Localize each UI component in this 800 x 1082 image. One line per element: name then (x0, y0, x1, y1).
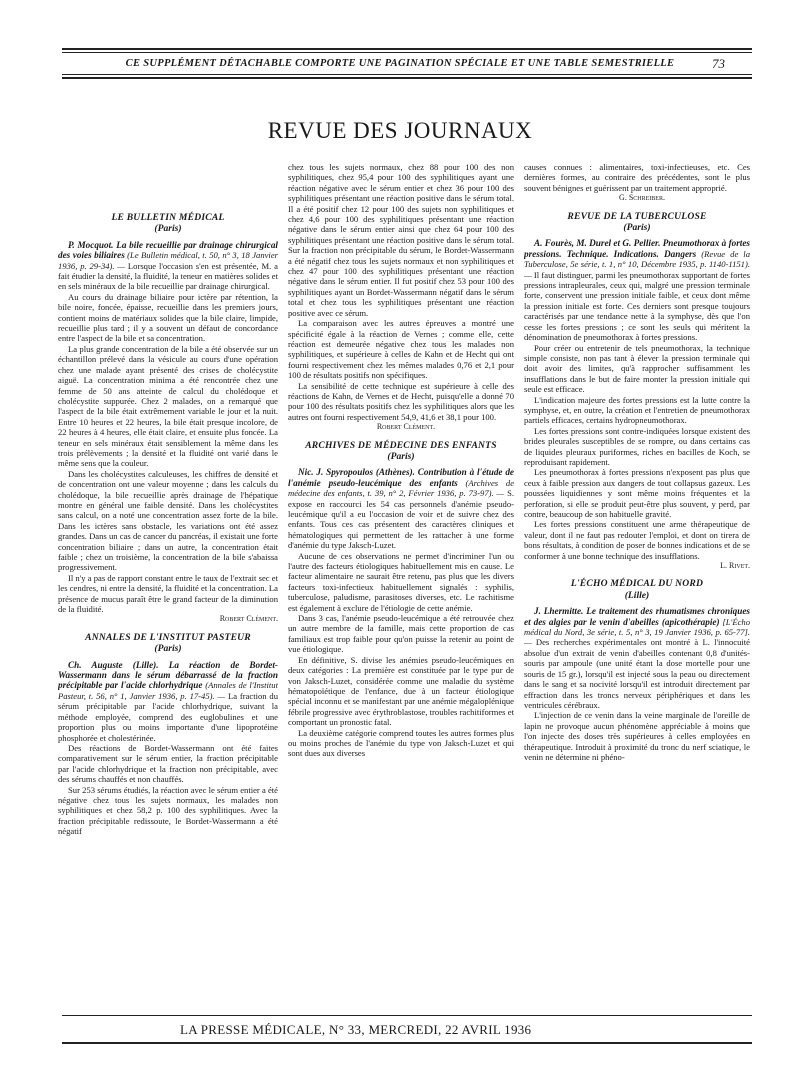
paragraph: En définitive, S. divise les anémies pseudo-leucémiques en deux catégories : La première est constituée par le type pur de von Jaksch-Luzet, considérée comme une maladie du système hématopoïétique de l'enfance, due à un facteur étiologique spécial inconnu et se manifestant par une anémie mégaloplénique fébrile progressive avec érythroblastose, troubles rachitiformes et comportant un pronostic fatal. (288, 654, 514, 728)
paragraph: Pour créer ou entretenir de tels pneumothorax, la technique simple consiste, non pas tant à élever la pression terminale qui doit avoir des limites, qu'à rapprocher suffisamment les insufflations dans le but de faire monter la pression initiale qui seule est efficace. (524, 342, 750, 395)
paragraph: Les fortes pressions constituent une arme thérapeutique de valeur, dont il ne faut pas redouter l'emploi, et dont on tirera de bons résultats, à condition de poser de bonnes indications et de se conformer à une bonne technique des insufflations. (524, 519, 750, 561)
paragraph: Aucune de ces observations ne permet d'incriminer l'un ou l'autre des facteurs étiologiques habituellement mis en cause. Le facteur alimentaire ne saurait être retenu, pas plus que les divers facteurs toxi-infectieux habituellement signalés : syphilis, tuberculose, paludisme, parasitoses diverses, etc. Le rachitisme est également à exclure de l'étiologie de cette anémie. (288, 550, 514, 613)
article-reference: [L'Écho médical du Nord, 3e série, t. 5, n° 3, 19 Janvier 1936, p. 65-77]. — (524, 616, 750, 648)
article-reference: (Le Bulletin médical, t. 50, n° 3, 18 Janvier 1936, p. 29-34). — (58, 250, 278, 271)
paragraph: causes connues : alimentaires, toxi-infectieuses, etc. Ces dernières formes, au contraire des précédentes, sont le plus souvent bénignes et guérissent par un traitement approprié. (524, 162, 750, 193)
article-lead: A. Fourès, M. Durel et G. Pellier. Pneumothorax à fortes pressions. Technique. Indications. Dangers (524, 238, 750, 259)
paragraph: Des recherches expérimentales ont montré à L. l'innocuité absolue d'un extrait de venin d'abeilles contenant 0,8 d'unités-souris par ampoule (une unité étant la dose mortelle pour une souris de 15 gr.), lorsqu'il est injecté sous la peau ou directement dans le sang et sa nocivité lorsqu'il est introduit directement par effraction dans les troncs nerveux périphériques et dans les ventricules cérébraux. (524, 637, 750, 710)
bottom-rule (62, 1042, 752, 1044)
signature: Robert Clément. (219, 614, 278, 624)
paragraph: chez tous les sujets normaux, chez 88 pour 100 des non syphilitiques, chez 95,4 pour 100 des syphilitiques ayant une réaction négative avec le sérum entier et chez 36 pour 100 des syphilitiques présentant une réaction positive dans le sérum total. Il a été positif chez 12 pour 100 des sujets non syphilitiques et chez 4,6 pour 100 des syphilitiques présentant une réaction négative dans le sérum entier ainsi que chez 64 pour 100 des syphilitiques présentant une réaction positive dans le sérum total. Sur la fraction non précipitable du sérum, le Bordet-Wassermann a été négatif chez tous les sujets normaux et non syphilitiques et chez 47 pour 100 des syphilitiques présentant une réaction négative dans le sérum entier. Il fut positif chez 53 pour 100 des syphilitiques ayant un Bordet-Wassermann négatif dans le sérum total et chez tous les syphilitiques présentant une réaction positive avec ce sérum. (288, 162, 514, 318)
column-1 (58, 205, 278, 1035)
article-intro (58, 660, 278, 743)
page-title: REVUE DES JOURNAUX (267, 118, 533, 143)
paragraph: Au cours du drainage biliaire pour ictère par rétention, la bile noire, foncée, épaisse, recueillie dans les premiers jours, contient moins de matériaux solides que la bile claire, limpide, recueillie plus tard ; il y a souvent un défaut de concordance entre l'aspect de la bile et sa concentration. (58, 291, 278, 344)
paragraph: La plus grande concentration de la bile a été observée sur un échantillon prélevé dans la vésicule au cours d'une opération chez une malade ayant présenté des crises de cholécystite aiguë. La concentration minima a été rencontrée chez une femme de 50 ans atteinte de calcul du cholédoque et cholécystite suppurée. Chez 2 malades, on a remarqué que l'aspect de la bile était extrêmement variable le jour et la nuit. Entre 10 heures et 22 heures, la bile était presque incolore, de 22 heures à 4 heures, elle était claire, et ensuite plus foncée. La teneur en sels minéraux était sensiblement la même dans les trois prélèvements ; la densité et la fluidité ont varié dans le même sens que la couleur. (58, 343, 278, 469)
paragraph: La comparaison avec les autres épreuves a montré une spécificité égale à la réaction de Vernes ; comme elle, cette réaction est demeurée négative chez tous les malades non syphilitiques, et supérieure à celles de Kahn et de Hecht qui ont fourni respectivement chez les mêmes malades 0,76 et 2,1 pour 100 de résultats positifs non spécifiques. (288, 318, 514, 381)
paragraph: L'indication majeure des fortes pressions est la lutte contre la symphyse, et, en outre, la création et l'entretien de pneumothorax partiels efficaces, certains hydropneumothorax. (524, 394, 750, 426)
section-title: ARCHIVES DE MÉDECINE DES ENFANTS (305, 439, 497, 451)
paragraph: La sensibilité de cette technique est supérieure à celle des réactions de Kahn, de Vernes et de Hecht, puisqu'elle a donné 70 pour 100 des résultats positifs chez les syphilitiques alors que les autres ont fourni respectivement 54,9, 41,6 et 38,1 pour 100. (288, 380, 514, 422)
article-lead: J. Lhermitte. Le traitement des rhumatismes chroniques et des algies par le venin d'abeilles (apicothérapie) (524, 606, 750, 627)
signature: Robert Clément. (376, 422, 436, 432)
section-subtitle: (Paris) (387, 450, 415, 462)
article-intro (288, 467, 514, 550)
article-lead: Nic. J. Spyropoulos (Athènes). Contribution à l'étude de l'anémie pseudo-leucémique des enfants (288, 467, 514, 488)
paragraph: Dans les cholécystites calculeuses, les chiffres de densité et de concentration ont une valeur moyenne ; dans les calculs du cholédoque, la bile recueillie après drainage de l'hépatique montre en général une faible densité. Dans les cholécystites sans calcul, on a noté une concentration assez forte de la bile. Dans les ictères sans obstacle, les variations ont été assez grandes. Dans un cas de cancer du pancréas, il existait une forte concentration biliaire ; dans un autre, la concentration était faible ; chez un troisième, la concentration de la bile s'abaissa progressivement. (58, 468, 278, 573)
section-title: REVUE DE LA TUBERCULOSE (567, 210, 707, 222)
paragraph: La deuxième catégorie comprend toutes les autres formes plus ou moins proches de l'anémie du type von Jaksch-Luzet et qui sont dues aux diverses (288, 727, 514, 759)
section-title: L'ÉCHO MÉDICAL DU NORD (570, 578, 704, 590)
section-subtitle: (Paris) (623, 222, 651, 234)
journal-footer: LA PRESSE MÉDICALE, N° 33, MERCREDI, 22 AVRIL 1936 (180, 1022, 532, 1037)
section-subtitle: (Paris) (154, 223, 182, 235)
paragraph: Dans 3 cas, l'anémie pseudo-leucémique a été retrouvée chez un autre membre de la famille, mais cette proportion de cas familiaux est trop faible pour qu'on puisse la retenir au point de vue étiologique. (288, 613, 514, 655)
article-intro (524, 238, 750, 342)
paragraph: Les pneumothorax à fortes pressions n'exposent pas plus que ceux à faible pression aux dangers de tout collapsus gazeux. Les poussées liquidiennes y sont même moins fréquentes et la perforation, si elle se produit peut-être plus souvent, y perd, par contre, beaucoup de son habituelle gravité. (524, 467, 750, 519)
paragraph: L'injection de ce venin dans la veine marginale de l'oreille de lapin ne provoque aucun phénomène appréciable à moins que l'on injecte des doses très supérieures à celles employées en thérapeutique. Introduit à proximité du tronc du nerf sciatique, le venin ne détermine ni phéno- (524, 710, 750, 762)
paragraph: Il faut distinguer, parmi les pneumothorax supportant de fortes pressions intrapleurales, ceux qui, malgré une pression terminale forte, conservent une pression initiale faible, et ceux dont même la pression initiale est forte. Ces derniers sont presque toujours caractérisés par une tendance nette à la symphyse, dès que l'on cesse les fortes pressions ; ce sont les seuls qui méritent la dénomination de pneumothorax à fortes pressions. (524, 269, 750, 343)
top-rule-thin (62, 52, 752, 53)
paragraph: S. expose en raccourci les 54 cas personnels d'anémie pseudo-leucémique qu'il a eu l'occasion de voir et de suivre chez des enfants. Tous ces cas présentent des caractères cliniques et hématologiques qui permettent de les rattacher à une forme d'anémie du type Jaksch-Luzet. (288, 488, 514, 551)
paragraph: Lorsque l'occasion s'en est présentée, M. a fait étudier la densité, la fluidité, la teneur en matières solides et en sels minéraux de la bile recueillie par drainage chirurgical. (58, 260, 278, 292)
header-rule (62, 74, 752, 75)
column-3 (524, 162, 750, 1037)
article-reference: (Annales de l'Institut Pasteur, t. 56, n° 1, Janvier 1936, p. 17-45). — (58, 680, 278, 701)
article-reference: (Revue de la Tuberculose, 5e série, t. 1, n° 10, Décembre 1935, p. 1140-1151). — (524, 248, 750, 280)
signature: L. Rivet. (720, 561, 750, 571)
supplement-notice: CE SUPPLÉMENT DÉTACHABLE COMPORTE UNE PAGINATION SPÉCIALE ET UNE TABLE SEMESTRIELLE (125, 58, 675, 69)
signature: G. Schreiber. (619, 193, 665, 203)
header-rule-thick (62, 77, 752, 79)
paragraph: Il n'y a pas de rapport constant entre le taux de l'extrait sec et les cendres, ni entre la densité, la fluidité et la concentration. La présence de mucus paraît être le grand facteur de la diminution de la fluidité. (58, 572, 278, 615)
article-intro (524, 606, 750, 710)
paragraph: Les fortes pressions sont contre-indiquées lorsque existent des brides pleurales susceptibles de se rompre, ou dans certains cas de liquides pleuraux puriformes, riches en bacilles de Koch, se reproduisant rapidement. (524, 425, 750, 467)
paragraph: Des réactions de Bordet-Wassermann ont été faites comparativement sur le sérum entier, la fraction précipitable par l'acide chlorhydrique et la fraction non précipitable, avec des sérums chauffés et non chauffés. (58, 742, 278, 785)
article-lead: Ch. Auguste (Lille). La réaction de Bordet-Wassermann dans le sérum débarrassé de la fraction précipitable par l'acide chlorhydrique (58, 659, 278, 691)
section-subtitle: (Lille) (624, 589, 650, 601)
top-rule (62, 48, 752, 50)
article-lead: P. Mocquot. La bile recueillie par drainage chirurgical des voies biliaires (58, 239, 278, 261)
section-title: ANNALES DE L'INSTITUT PASTEUR (85, 631, 251, 643)
footer-rule (62, 1015, 752, 1016)
paragraph: Sur 253 sérums étudiés, la réaction avec le sérum entier a été négative chez tous les sujets normaux, les malades non syphilitiques et chez 58,2 p. 100 des syphilitiques. Avec la fraction précipitable redissoute, le Bordet-Wassermann a été négatif (58, 784, 278, 837)
paragraph: La fraction du sérum précipitable par l'acide chlorhydrique, suivant la méthode employée, comprend des euglobulines et une proportion plus ou moins importante d'une lipoprotéine phosphorée et cholestérinée. (58, 690, 278, 743)
section-subtitle: (Paris) (154, 643, 182, 655)
section-title: LE BULLETIN MÉDICAL (111, 212, 225, 223)
column-2 (288, 162, 514, 1037)
page-number: 73 (712, 56, 725, 71)
article-intro (58, 240, 278, 292)
article-reference: (Archives de médecine des enfants, t. 39, n° 2, Février 1936, p. 73-97). — (288, 477, 514, 499)
